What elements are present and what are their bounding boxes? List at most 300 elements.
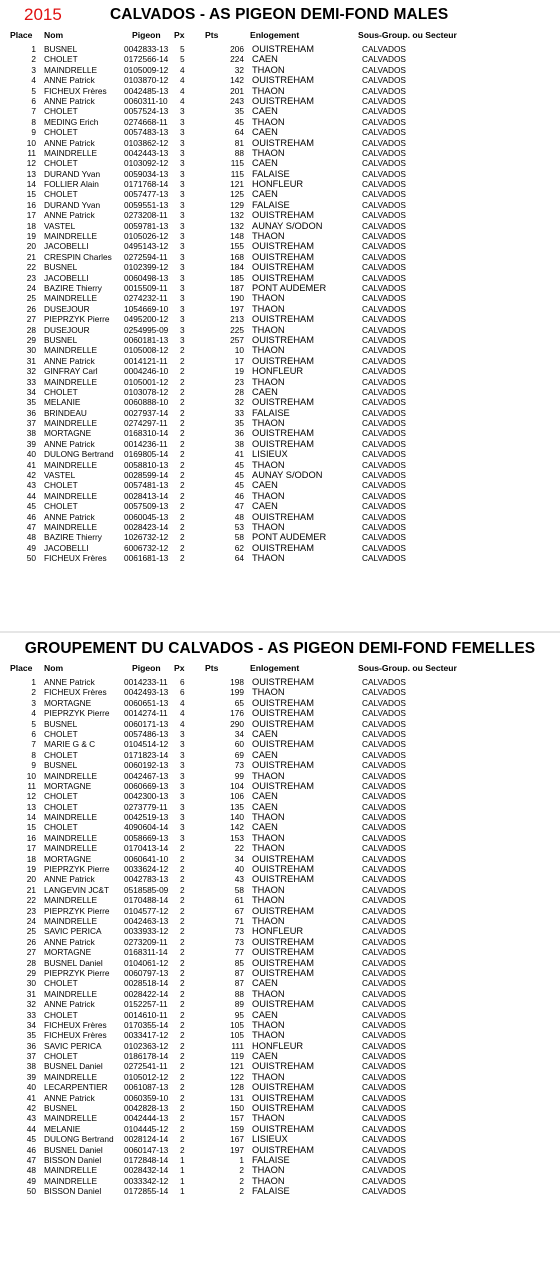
sous-group-cell: CALVADOS: [362, 75, 406, 86]
sous-group-cell: CALVADOS: [362, 386, 406, 397]
place-cell: 19: [26, 864, 36, 875]
enlogement-cell: THAON: [252, 1019, 285, 1030]
nom-cell: CHOLET: [44, 386, 78, 397]
pigeon-cell: 0060171-13: [124, 718, 169, 729]
place-cell: 7: [31, 106, 36, 117]
pts-cell: 142: [230, 75, 244, 86]
px-cell: 2: [180, 864, 185, 875]
enlogement-cell: OUISTREHAM: [252, 137, 314, 148]
table-row: [0, 210, 560, 220]
px-cell: 2: [180, 1113, 185, 1124]
place-cell: 50: [26, 1186, 36, 1197]
table-row: [0, 1103, 560, 1113]
pigeon-cell: 0033933-12: [124, 926, 169, 937]
px-cell: 6: [180, 687, 185, 698]
enlogement-cell: PONT AUDEMER: [252, 532, 327, 543]
sous-group-cell: CALVADOS: [362, 1082, 406, 1093]
place-cell: 11: [27, 147, 36, 158]
pigeon-cell: 0060045-13: [124, 511, 169, 522]
pigeon-cell: 0274232-11: [124, 293, 168, 304]
sous-group-cell: CALVADOS: [362, 780, 406, 791]
sous-group-cell: CALVADOS: [362, 812, 406, 823]
pts-cell: 32: [234, 64, 244, 75]
sous-group-cell: CALVADOS: [362, 85, 406, 96]
enlogement-cell: THAON: [252, 116, 285, 127]
table-row: [0, 698, 560, 708]
place-cell: 29: [26, 334, 36, 345]
nom-cell: JACOBELLI: [44, 272, 89, 283]
sous-group-cell: CALVADOS: [362, 490, 406, 501]
place-cell: 6: [31, 95, 36, 106]
sous-group-cell: CALVADOS: [362, 272, 406, 283]
nom-cell: PIEPRZYK Pierre: [44, 905, 110, 916]
px-cell: 3: [180, 334, 185, 345]
table-row: [0, 138, 560, 148]
nom-cell: SAVIC PERICA: [44, 926, 102, 937]
px-cell: 2: [180, 843, 185, 854]
enlogement-cell: OUISTREHAM: [252, 874, 314, 885]
pigeon-cell: 0103862-12: [124, 137, 169, 148]
nom-cell: MAINDRELLE: [44, 147, 98, 158]
nom-cell: PIEPRZYK Pierre: [44, 314, 110, 325]
place-cell: 15: [26, 822, 36, 833]
px-cell: 2: [180, 428, 185, 439]
place-cell: 22: [26, 262, 36, 273]
table-row: [0, 262, 560, 272]
pigeon-cell: 0171768-14: [124, 179, 169, 190]
px-cell: 3: [180, 179, 185, 190]
table-row: [0, 989, 560, 999]
px-cell: 3: [180, 272, 185, 283]
px-cell: 3: [180, 791, 185, 802]
place-cell: 5: [31, 85, 36, 96]
place-cell: 31: [26, 355, 36, 366]
pigeon-cell: 0103092-12: [124, 158, 169, 169]
place-cell: 17: [26, 210, 36, 221]
pigeon-cell: 0060359-10: [124, 1092, 169, 1103]
enlogement-cell: FALAISE: [252, 199, 290, 210]
enlogement-cell: THAON: [252, 376, 285, 387]
px-cell: 2: [180, 366, 185, 377]
pts-cell: 111: [231, 1040, 244, 1051]
px-cell: 2: [180, 501, 185, 512]
place-cell: 26: [26, 936, 36, 947]
pts-cell: 150: [230, 1103, 244, 1114]
place-cell: 27: [26, 314, 36, 325]
px-cell: 3: [180, 760, 185, 771]
pigeon-cell: 0014274-11: [124, 708, 168, 719]
nom-cell: FICHEUX Frères: [44, 1019, 107, 1030]
px-cell: 2: [180, 1071, 185, 1082]
enlogement-cell: THAON: [252, 231, 285, 242]
sous-group-cell: CALVADOS: [362, 988, 406, 999]
place-cell: 20: [26, 241, 36, 252]
enlogement-cell: THAON: [252, 418, 285, 429]
nom-cell: CHOLET: [44, 978, 78, 989]
pigeon-cell: 0104445-12: [124, 1123, 169, 1134]
pts-cell: 62: [234, 542, 244, 553]
px-cell: 1: [180, 1186, 185, 1197]
pts-cell: 115: [230, 168, 244, 179]
nom-cell: BUSNEL: [44, 718, 78, 729]
pts-cell: 32: [234, 397, 244, 408]
nom-cell: MAINDRELLE: [44, 418, 98, 429]
sous-group-cell: CALVADOS: [362, 64, 406, 75]
sous-group-cell: CALVADOS: [362, 728, 406, 739]
px-cell: 2: [180, 936, 185, 947]
sous-group-cell: CALVADOS: [362, 895, 406, 906]
sous-group-cell: CALVADOS: [362, 999, 406, 1010]
table-row: [0, 999, 560, 1009]
table-row: [0, 1072, 560, 1082]
enlogement-cell: THAON: [252, 553, 285, 564]
nom-cell: CHOLET: [44, 791, 78, 802]
sous-group-cell: CALVADOS: [362, 293, 406, 304]
sous-group-cell: CALVADOS: [362, 542, 406, 553]
place-cell: 50: [26, 553, 36, 564]
px-cell: 3: [180, 770, 185, 781]
place-cell: 33: [26, 1009, 36, 1020]
nom-cell: ANNE Patrick: [44, 75, 95, 86]
nom-cell: DUSEJOUR: [44, 303, 90, 314]
pts-cell: 45: [234, 459, 244, 470]
sous-group-cell: CALVADOS: [362, 1092, 406, 1103]
place-cell: 42: [26, 1103, 36, 1114]
px-cell: 2: [180, 345, 185, 356]
nom-cell: MAINDRELLE: [44, 843, 98, 854]
px-cell: 2: [180, 967, 185, 978]
sous-group-cell: CALVADOS: [362, 1165, 406, 1176]
enlogement-cell: OUISTREHAM: [252, 853, 314, 864]
females-table-header: [0, 663, 560, 675]
year-label: 2015: [24, 5, 62, 24]
pts-cell: 64: [234, 127, 244, 138]
table-row: [0, 978, 560, 988]
px-cell: 2: [180, 459, 185, 470]
px-cell: 5: [180, 54, 185, 65]
nom-cell: CHOLET: [44, 127, 78, 138]
sous-group-cell: CALVADOS: [362, 791, 406, 802]
pts-cell: 224: [230, 54, 244, 65]
pts-cell: 106: [230, 791, 244, 802]
pts-cell: 58: [234, 532, 244, 543]
sous-group-cell: CALVADOS: [362, 158, 406, 169]
pigeon-cell: 0058669-13: [124, 832, 169, 843]
nom-cell: BUSNEL: [44, 1103, 78, 1114]
sous-group-cell: CALVADOS: [362, 1186, 406, 1197]
table-row: [0, 553, 560, 563]
enlogement-cell: OUISTREHAM: [252, 314, 314, 325]
section-divider: [0, 631, 560, 633]
pts-cell: 53: [234, 521, 244, 532]
place-cell: 4: [31, 75, 36, 86]
pts-cell: 88: [234, 147, 244, 158]
sous-group-cell: CALVADOS: [362, 1154, 406, 1165]
enlogement-cell: THAON: [252, 1071, 285, 1082]
sous-group-cell: CALVADOS: [362, 978, 406, 989]
nom-cell: FICHEUX Frères: [44, 85, 107, 96]
table-row: [0, 1176, 560, 1186]
pigeon-cell: 0495200-12: [124, 314, 169, 325]
pigeon-cell: 0033624-12: [124, 864, 169, 875]
sous-group-cell: CALVADOS: [362, 303, 406, 314]
sous-group-cell: CALVADOS: [362, 324, 406, 335]
pts-cell: 2: [239, 1186, 244, 1197]
px-cell: 3: [180, 210, 185, 221]
table-row: [0, 750, 560, 760]
enlogement-cell: HONFLEUR: [252, 1040, 304, 1051]
sous-group-cell: CALVADOS: [362, 843, 406, 854]
sous-group-cell: CALVADOS: [362, 521, 406, 532]
table-row: [0, 377, 560, 387]
table-row: [0, 812, 560, 822]
sous-group-cell: CALVADOS: [362, 345, 406, 356]
place-cell: 7: [31, 739, 36, 750]
nom-cell: MARIE G & C: [44, 739, 96, 750]
table-row: [0, 916, 560, 926]
nom-cell: CHOLET: [44, 749, 78, 760]
place-cell: 42: [26, 470, 36, 481]
table-row: [0, 1145, 560, 1155]
place-cell: 25: [26, 293, 36, 304]
pts-cell: 104: [230, 780, 244, 791]
enlogement-cell: THAON: [252, 687, 285, 698]
sous-group-cell: CALVADOS: [362, 677, 406, 687]
px-cell: 3: [180, 812, 185, 823]
nom-cell: JACOBELLI: [44, 542, 89, 553]
pigeon-cell: 0061681-13: [124, 553, 169, 564]
table-row: [0, 221, 560, 231]
place-cell: 24: [26, 915, 36, 926]
pts-cell: 45: [234, 116, 244, 127]
pts-cell: 225: [230, 324, 244, 335]
table-row: [0, 1082, 560, 1092]
table-row: [0, 200, 560, 210]
enlogement-cell: OUISTREHAM: [252, 1082, 314, 1093]
pigeon-cell: 0495143-12: [124, 241, 169, 252]
nom-cell: CHOLET: [44, 801, 78, 812]
header-pigeon: Pigeon: [132, 663, 161, 673]
table-row: [0, 283, 560, 293]
pigeon-cell: 0028518-14: [124, 978, 169, 989]
enlogement-cell: CAEN: [252, 978, 278, 989]
nom-cell: MAINDRELLE: [44, 459, 98, 470]
pts-cell: 128: [230, 1082, 244, 1093]
place-cell: 14: [26, 812, 36, 823]
place-cell: 26: [26, 303, 36, 314]
px-cell: 3: [180, 262, 185, 273]
pigeon-cell: 0172855-14: [124, 1186, 169, 1197]
table-row: [0, 1165, 560, 1175]
pigeon-cell: 0060498-13: [124, 272, 169, 283]
nom-cell: ANNE Patrick: [44, 511, 95, 522]
place-cell: 30: [26, 978, 36, 989]
pigeon-cell: 0152257-11: [124, 999, 168, 1010]
table-row: [0, 1020, 560, 1030]
enlogement-cell: CAEN: [252, 822, 278, 833]
table-row: [0, 760, 560, 770]
px-cell: 2: [180, 1051, 185, 1062]
males-table-title: CALVADOS - AS PIGEON DEMI-FOND MALES: [110, 6, 449, 23]
pigeon-cell: 0168311-14: [124, 947, 168, 958]
enlogement-cell: OUISTREHAM: [252, 999, 314, 1010]
nom-cell: BUSNEL: [44, 760, 78, 771]
enlogement-cell: OUISTREHAM: [252, 947, 314, 958]
sous-group-cell: CALVADOS: [362, 210, 406, 221]
table-row: [0, 179, 560, 189]
px-cell: 3: [180, 832, 185, 843]
place-cell: 47: [26, 521, 36, 532]
sous-group-cell: CALVADOS: [362, 428, 406, 439]
nom-cell: CHOLET: [44, 1051, 78, 1062]
header-pigeon: Pigeon: [132, 30, 161, 40]
nom-cell: DULONG Bertrand: [44, 449, 114, 460]
nom-cell: FICHEUX Frères: [44, 687, 107, 698]
enlogement-cell: CAEN: [252, 54, 278, 65]
enlogement-cell: THAON: [252, 915, 285, 926]
table-row: [0, 418, 560, 428]
nom-cell: MAINDRELLE: [44, 1165, 98, 1176]
sous-group-cell: CALVADOS: [362, 1144, 406, 1155]
place-cell: 15: [26, 189, 36, 200]
place-cell: 38: [26, 428, 36, 439]
place-cell: 28: [26, 324, 36, 335]
enlogement-cell: THAON: [252, 521, 285, 532]
enlogement-cell: AUNAY S/ODON: [252, 470, 323, 481]
table-row: [0, 1155, 560, 1165]
pts-cell: 67: [234, 905, 244, 916]
pigeon-cell: 0518585-09: [124, 884, 169, 895]
table-row: [0, 833, 560, 843]
table-row: [0, 1041, 560, 1051]
place-cell: 39: [26, 438, 36, 449]
table-row: [0, 106, 560, 116]
nom-cell: MAINDRELLE: [44, 231, 98, 242]
sous-group-cell: CALVADOS: [362, 532, 406, 543]
pigeon-cell: 0059551-13: [124, 199, 169, 210]
enlogement-cell: OUISTREHAM: [252, 760, 314, 771]
table-row: [0, 739, 560, 749]
enlogement-cell: AUNAY S/ODON: [252, 220, 323, 231]
table-row: [0, 968, 560, 978]
place-cell: 9: [31, 760, 36, 771]
place-cell: 3: [31, 64, 36, 75]
pigeon-cell: 0273779-11: [124, 801, 168, 812]
nom-cell: VASTEL: [44, 220, 76, 231]
table-row: [0, 1061, 560, 1071]
nom-cell: MAINDRELLE: [44, 988, 98, 999]
sous-group-cell: CALVADOS: [362, 874, 406, 885]
px-cell: 2: [180, 376, 185, 387]
pigeon-cell: 0060641-10: [124, 853, 169, 864]
enlogement-cell: OUISTREHAM: [252, 428, 314, 439]
enlogement-cell: CAEN: [252, 158, 278, 169]
pigeon-cell: 0060651-13: [124, 697, 169, 708]
sous-group-cell: CALVADOS: [362, 1103, 406, 1114]
px-cell: 2: [180, 905, 185, 916]
pts-cell: 47: [234, 501, 244, 512]
enlogement-cell: OUISTREHAM: [252, 542, 314, 553]
nom-cell: CHOLET: [44, 189, 78, 200]
enlogement-cell: OUISTREHAM: [252, 697, 314, 708]
pigeon-cell: 0273208-11: [124, 210, 168, 221]
table-row: [0, 169, 560, 179]
table-row: [0, 512, 560, 522]
place-cell: 27: [26, 947, 36, 958]
sous-group-cell: CALVADOS: [362, 168, 406, 179]
nom-cell: MORTAGNE: [44, 947, 92, 958]
place-cell: 14: [26, 179, 36, 190]
place-cell: 32: [26, 999, 36, 1010]
males-table-body: [0, 44, 560, 564]
place-cell: 6: [31, 728, 36, 739]
table-row: [0, 387, 560, 397]
table-row: [0, 926, 560, 936]
table-row: [0, 864, 560, 874]
px-cell: 2: [180, 407, 185, 418]
nom-cell: ANNE Patrick: [44, 874, 95, 885]
pts-cell: 89: [234, 999, 244, 1010]
px-cell: 3: [180, 231, 185, 242]
enlogement-cell: OUISTREHAM: [252, 1123, 314, 1134]
enlogement-cell: LISIEUX: [252, 1134, 288, 1145]
px-cell: 1: [180, 1154, 185, 1165]
pts-cell: 176: [230, 708, 244, 719]
px-cell: 2: [180, 1123, 185, 1134]
enlogement-cell: THAON: [252, 832, 285, 843]
pts-cell: 45: [234, 480, 244, 491]
enlogement-cell: OUISTREHAM: [252, 936, 314, 947]
nom-cell: MELANIE: [44, 397, 81, 408]
pts-cell: 28: [234, 386, 244, 397]
enlogement-cell: OUISTREHAM: [252, 739, 314, 750]
pts-cell: 73: [234, 760, 244, 771]
pigeon-cell: 0042493-13: [124, 687, 169, 698]
enlogement-cell: PONT AUDEMER: [252, 282, 327, 293]
enlogement-cell: OUISTREHAM: [252, 334, 314, 345]
sous-group-cell: CALVADOS: [362, 905, 406, 916]
pigeon-cell: 0028413-14: [124, 490, 169, 501]
enlogement-cell: FALAISE: [252, 168, 290, 179]
px-cell: 3: [180, 801, 185, 812]
enlogement-cell: HONFLEUR: [252, 179, 304, 190]
place-cell: 34: [26, 386, 36, 397]
males-table-header: [0, 30, 560, 42]
table-row: [0, 781, 560, 791]
nom-cell: MAINDRELLE: [44, 490, 98, 501]
pigeon-cell: 0171823-14: [124, 749, 169, 760]
enlogement-cell: THAON: [252, 895, 285, 906]
table-row: [0, 1124, 560, 1134]
sous-group-cell: CALVADOS: [362, 438, 406, 449]
px-cell: 3: [180, 293, 185, 304]
px-cell: 2: [180, 999, 185, 1010]
nom-cell: PIEPRZYK Pierre: [44, 864, 110, 875]
pigeon-cell: 0014233-11: [124, 677, 168, 687]
table-row: [0, 854, 560, 864]
pts-cell: 148: [230, 231, 244, 242]
place-cell: 45: [26, 1134, 36, 1145]
table-row: [0, 906, 560, 916]
pigeon-cell: 0273209-11: [124, 936, 168, 947]
pts-cell: 43: [234, 874, 244, 885]
table-row: [0, 771, 560, 781]
px-cell: 4: [180, 708, 185, 719]
enlogement-cell: THAON: [252, 459, 285, 470]
pts-cell: 22: [234, 843, 244, 854]
place-cell: 21: [26, 884, 36, 895]
enlogement-cell: THAON: [252, 324, 285, 335]
